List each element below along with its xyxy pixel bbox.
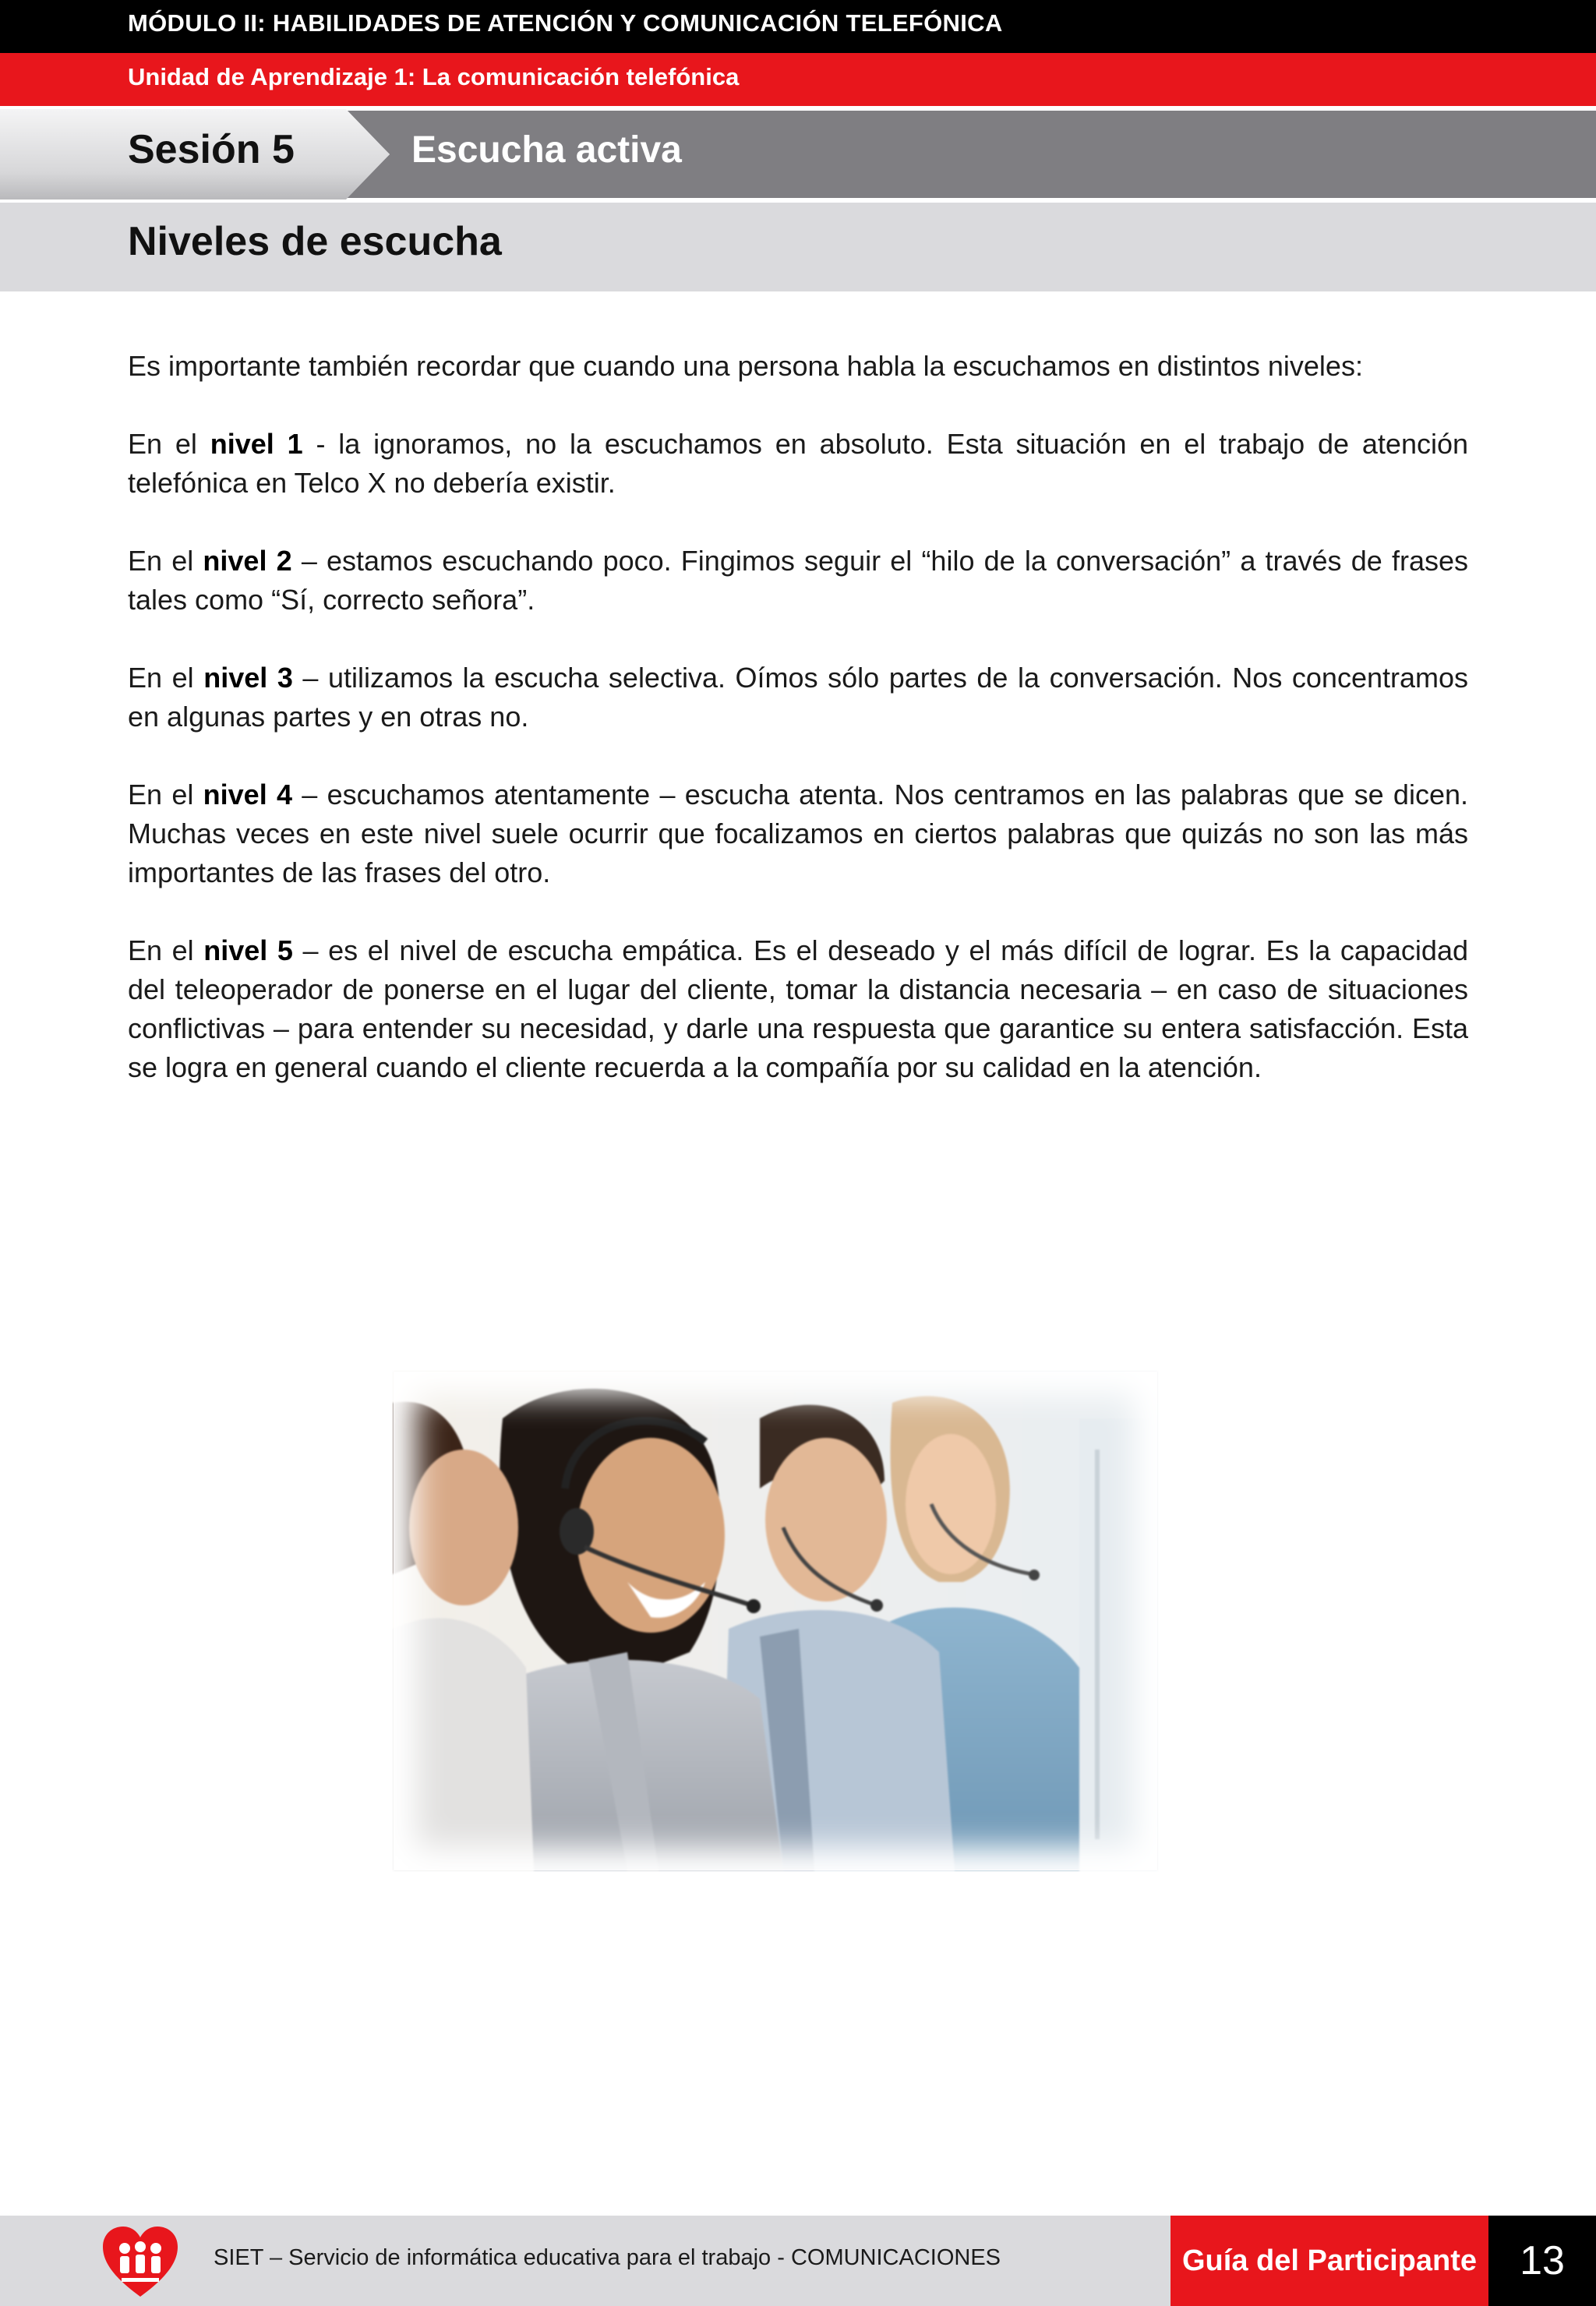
level-paragraph-2 xyxy=(128,542,1468,620)
level-text: – utilizamos la escucha selectiva. Oímos sólo partes de la conversación. Nos concentramos en algunas partes y en otras no. xyxy=(128,662,1469,733)
level-label: nivel 4 xyxy=(203,779,293,810)
page-number: 13 xyxy=(1488,2216,1596,2306)
section-band xyxy=(0,203,1596,291)
unit-title: Unidad de Aprendizaje 1: La comunicación telefónica xyxy=(128,63,740,90)
level-text: – escuchamos atentamente – escucha atenta. Nos centramos en las palabras que se dicen. Muchas veces en este nivel suele ocurrir que focalizamos en ciertos palabras que quizás no son las más importantes de las frases del otro. xyxy=(128,779,1468,888)
level-paragraph-5 xyxy=(128,931,1468,1087)
session-label: Sesión 5 xyxy=(128,127,295,172)
call-center-photo xyxy=(394,1372,1157,1870)
level-prefix: En el xyxy=(128,934,204,966)
participant-guide-label: Guía del Participante xyxy=(1171,2216,1488,2306)
level-label: nivel 5 xyxy=(203,934,293,966)
level-text: – es el nivel de escucha empática. Es el deseado y el más difícil de lograr. Es la capacidad del teleoperador de ponerse en el lugar del cliente, tomar la distancia necesaria – en caso de situaciones conflictivas – para entender su necesidad, y darle una respuesta que garantice su entera satisfacción. Esta se logra en general cuando el cliente recuerda a la compañía por su calidad en la atención. xyxy=(128,934,1468,1083)
body-content xyxy=(128,347,1468,1126)
module-bar xyxy=(0,0,1596,53)
level-paragraph-3 xyxy=(128,659,1468,736)
module-title: MÓDULO II: HABILIDADES DE ATENCIÓN Y COMUNICACIÓN TELEFÓNICA xyxy=(128,9,1003,37)
level-text: - la ignoramos, no la escuchamos en absoluto. Esta situación en el trabajo de atención telefónica en Telco X no debería existir. xyxy=(128,428,1469,499)
level-paragraph-1 xyxy=(128,425,1468,503)
session-topic: Escucha activa xyxy=(411,129,682,171)
level-prefix: En el xyxy=(128,662,204,694)
session-header xyxy=(0,109,1596,200)
level-paragraph-4 xyxy=(128,775,1468,892)
heart-people-logo-icon xyxy=(101,2225,179,2300)
level-prefix: En el xyxy=(128,428,210,460)
unit-bar xyxy=(0,53,1596,106)
level-prefix: En el xyxy=(128,545,203,577)
section-title: Niveles de escucha xyxy=(128,219,502,264)
level-prefix: En el xyxy=(128,779,203,810)
level-label: nivel 3 xyxy=(203,662,293,694)
level-label: nivel 1 xyxy=(210,428,303,460)
footer-org-text: SIET – Servicio de informática educativa para el trabajo - COMUNICACIONES xyxy=(214,2245,1001,2270)
intro-paragraph: Es importante también recordar que cuando una persona habla la escuchamos en distintos niveles: xyxy=(128,350,1363,382)
footer xyxy=(0,2216,1596,2306)
level-text: – estamos escuchando poco. Fingimos seguir el “hilo de la conversación” a través de frases tales como “Sí, correcto señora”. xyxy=(128,545,1468,616)
level-label: nivel 2 xyxy=(203,545,292,577)
